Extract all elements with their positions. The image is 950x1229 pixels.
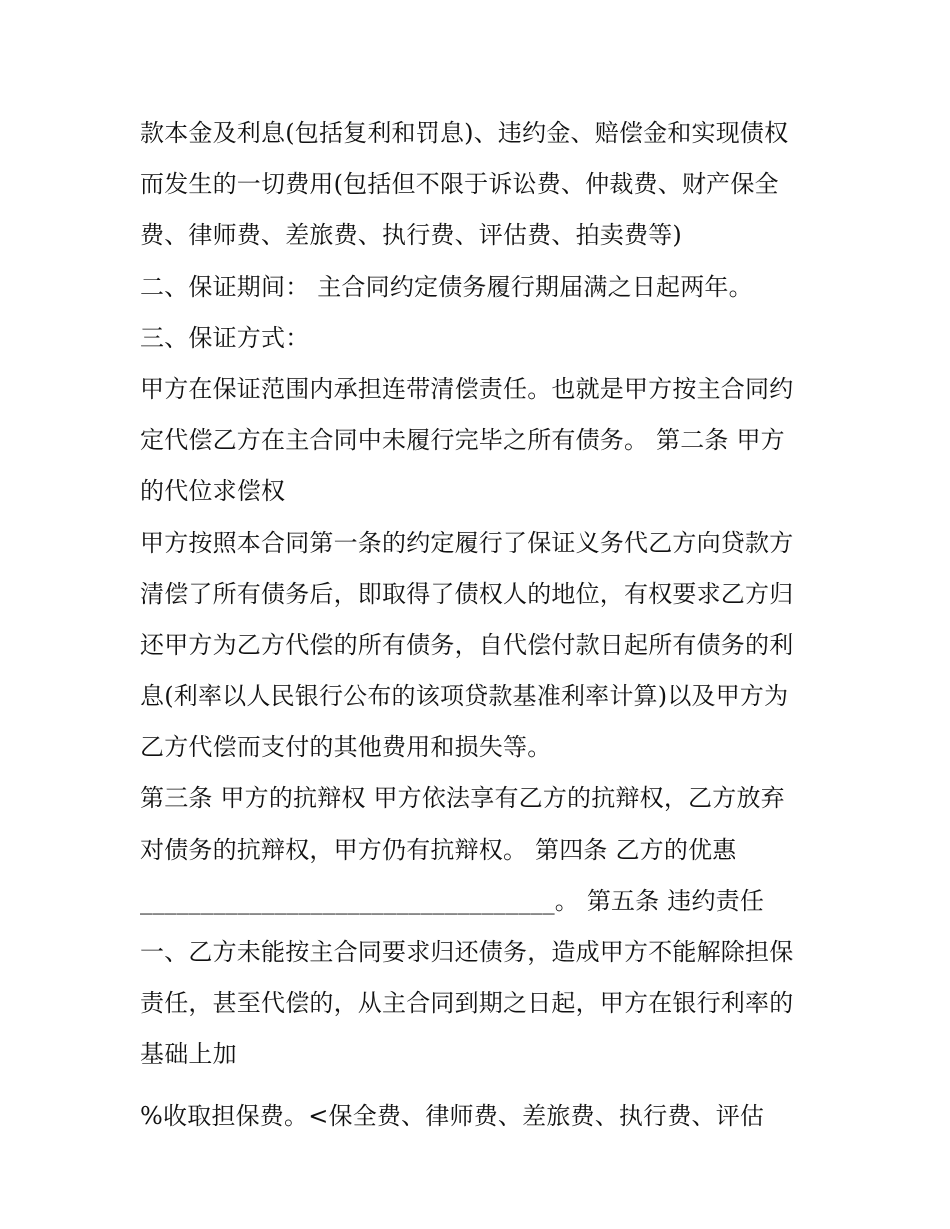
text-line: 息(利率以人民银行公布的该项贷款基准利率计算)以及甲方为 [140, 682, 789, 711]
text-line: 三、保证方式： [140, 323, 310, 352]
text-line: 而发生的一切费用(包括但不限于诉讼费、仲裁费、财产保全 [140, 170, 779, 199]
text-line: %收取担保费。<保全费、律师费、差旅费、执行费、评估 [140, 1101, 765, 1130]
text-line: __________________________________。 第五条 违约责任 [140, 886, 765, 915]
text-line: 的代位求偿权 [140, 477, 286, 506]
text-line: 费、律师费、差旅费、执行费、评估费、拍卖费等) [140, 221, 682, 250]
text-line: 甲方按照本合同第一条的约定履行了保证义务代乙方向贷款方 [140, 528, 794, 557]
text-line: 还甲方为乙方代偿的所有债务，自代偿付款日起所有债务的利 [140, 630, 794, 659]
text-line: 定代偿乙方在主合同中未履行完毕之所有债务。 第二条 甲方 [140, 426, 785, 455]
text-line: 对债务的抗辩权，甲方仍有抗辩权。 第四条 乙方的优惠 [140, 835, 737, 864]
text-line: 二、保证期间： 主合同约定债务履行期届满之日起两年。 [140, 272, 753, 301]
text-line: 基础上加 [140, 1040, 237, 1069]
text-line: 一、乙方未能按主合同要求归还债务，造成甲方不能解除担保 [140, 938, 794, 966]
text-line: 款本金及利息(包括复利和罚息)、违约金、赔偿金和实现债权 [140, 119, 789, 147]
text-line: 第三条 甲方的抗辩权 甲方依法享有乙方的抗辩权，乙方放弃 [140, 784, 785, 813]
text-line: 乙方代偿而支付的其他费用和损失等。 [140, 733, 552, 762]
text-line: 清偿了所有债务后，即取得了债权人的地位，有权要求乙方归 [140, 579, 794, 608]
text-line: 甲方在保证范围内承担连带清偿责任。也就是甲方按主合同约 [140, 374, 794, 403]
document-body [140, 108, 840, 1142]
text-line: 责任，甚至代偿的，从主合同到期之日起，甲方在银行利率的 [140, 989, 794, 1018]
